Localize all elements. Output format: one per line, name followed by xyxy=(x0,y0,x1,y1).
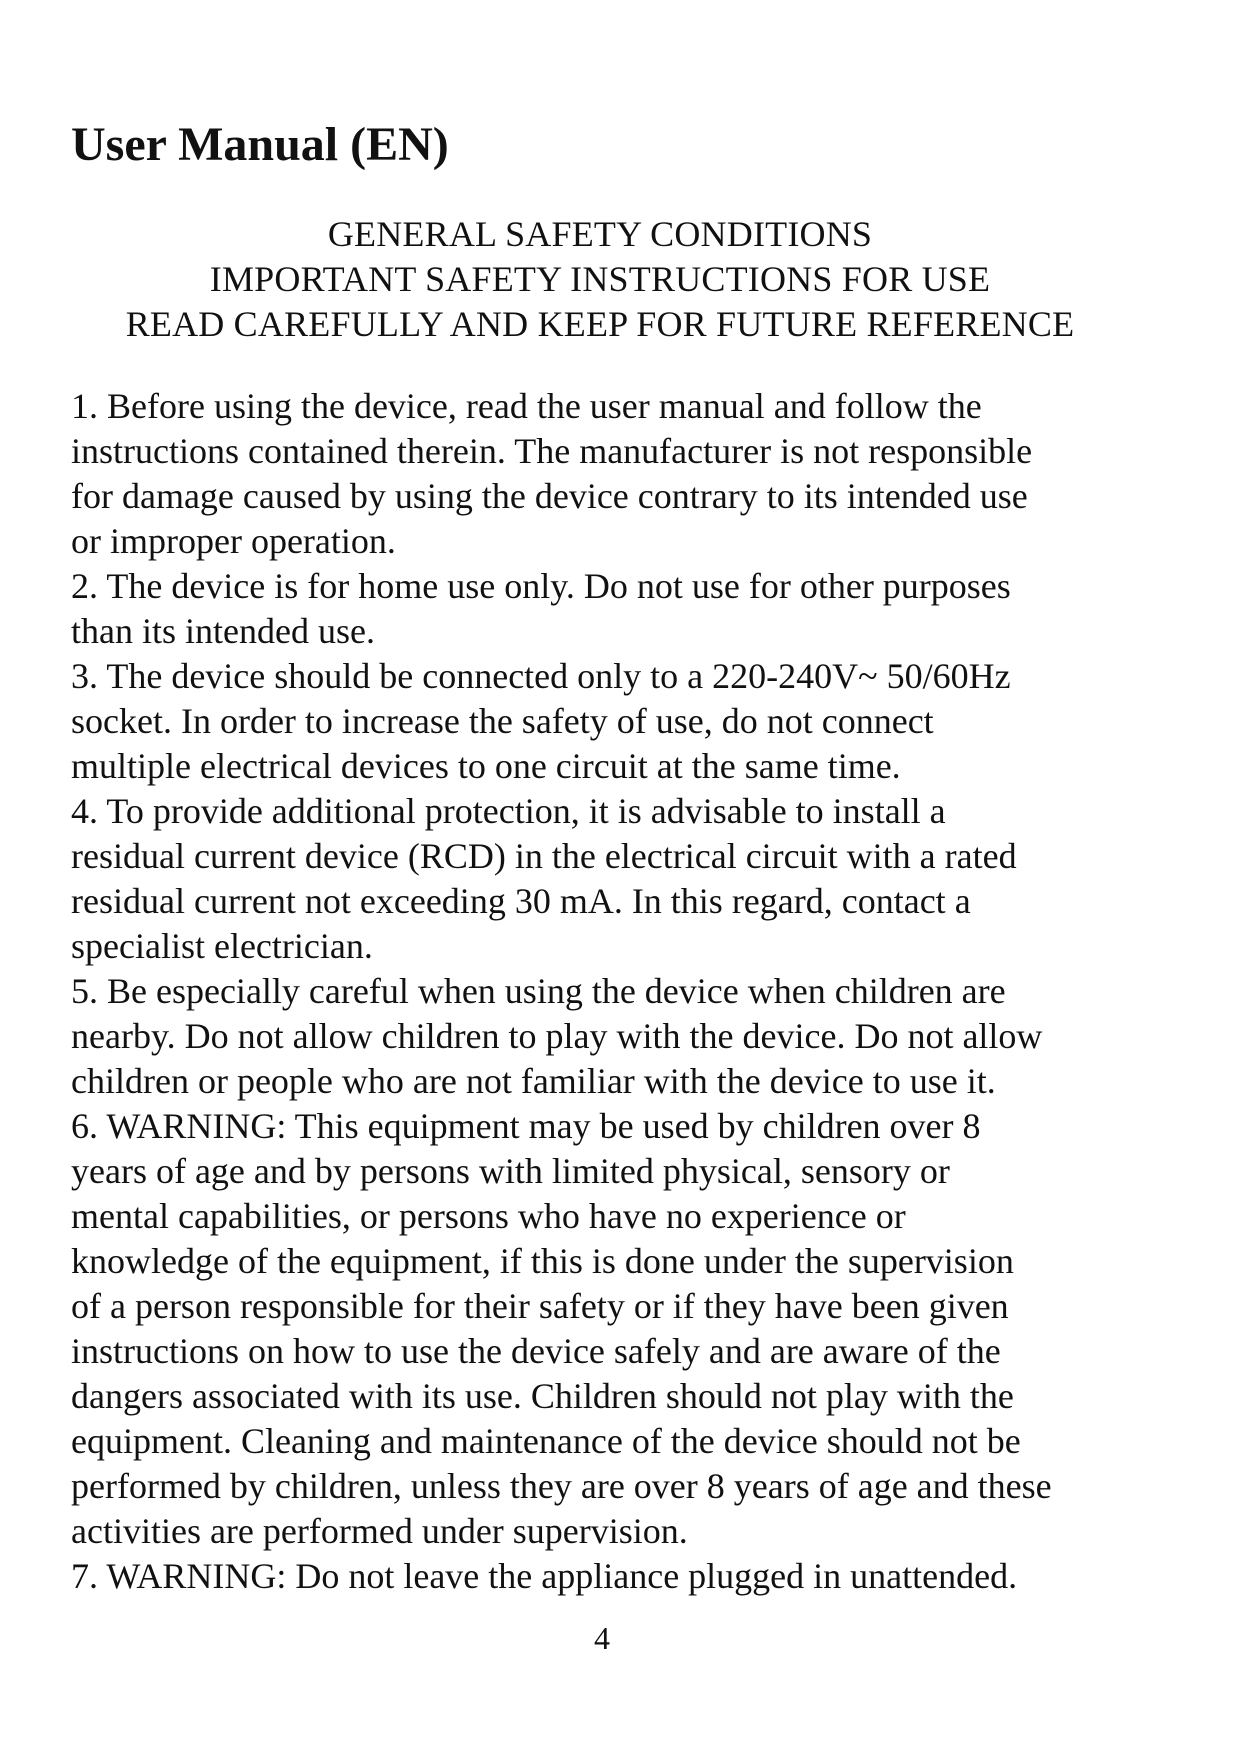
safety-headings xyxy=(0,212,1200,347)
page-number: 4 xyxy=(594,1620,610,1656)
instruction-line: 4. To provide additional protection, it is advisable to install a xyxy=(71,791,946,831)
instruction-line: 3. The device should be connected only to a 220-240V~ 50/60Hz xyxy=(71,656,1011,696)
safety-instructions xyxy=(71,384,1181,1599)
instruction-line: 5. Be especially careful when using the device when children are xyxy=(71,971,1006,1011)
instruction-line: 1. Before using the device, read the user manual and follow the xyxy=(71,386,982,426)
instruction-line: or improper operation. xyxy=(71,521,396,561)
instruction-line: children or people who are not familiar with the device to use it. xyxy=(71,1061,996,1101)
instruction-line: equipment. Cleaning and maintenance of the device should not be xyxy=(71,1421,1021,1461)
safety-heading: GENERAL SAFETY CONDITIONS xyxy=(327,214,873,254)
instruction-line: instructions on how to use the device safely and are aware of the xyxy=(71,1331,1001,1371)
instruction-line: knowledge of the equipment, if this is done under the supervision xyxy=(71,1241,1014,1281)
instruction-line: socket. In order to increase the safety of use, do not connect xyxy=(71,701,934,741)
instruction-line: 6. WARNING: This equipment may be used by children over 8 xyxy=(71,1106,981,1146)
instruction-line: 7. WARNING: Do not leave the appliance plugged in unattended. xyxy=(71,1556,1018,1596)
instruction-line: instructions contained therein. The manufacturer is not responsible xyxy=(71,431,1033,471)
instruction-line: specialist electrician. xyxy=(71,926,373,966)
instruction-line: mental capabilities, or persons who have no experience or xyxy=(71,1196,906,1236)
instruction-line: residual current not exceeding 30 mA. In this regard, contact a xyxy=(71,881,971,921)
safety-heading: READ CAREFULLY AND KEEP FOR FUTURE REFERENCE xyxy=(125,304,1075,344)
instruction-line: multiple electrical devices to one circuit at the same time. xyxy=(71,746,901,786)
instruction-line: 2. The device is for home use only. Do not use for other purposes xyxy=(71,566,1011,606)
safety-heading: IMPORTANT SAFETY INSTRUCTIONS FOR USE xyxy=(209,259,991,299)
instruction-line: of a person responsible for their safety or if they have been given xyxy=(71,1286,1009,1326)
instruction-line: than its intended use. xyxy=(71,611,375,651)
page-title: User Manual (EN) xyxy=(71,118,449,171)
instruction-line: for damage caused by using the device contrary to its intended use xyxy=(71,476,1028,516)
instruction-line: activities are performed under supervision. xyxy=(71,1511,688,1551)
instruction-line: performed by children, unless they are over 8 years of age and these xyxy=(71,1466,1052,1506)
instruction-line: years of age and by persons with limited physical, sensory or xyxy=(71,1151,950,1191)
instruction-line: residual current device (RCD) in the electrical circuit with a rated xyxy=(71,836,1017,876)
instruction-line: nearby. Do not allow children to play with the device. Do not allow xyxy=(71,1016,1043,1056)
instruction-line: dangers associated with its use. Children should not play with the xyxy=(71,1376,1014,1416)
